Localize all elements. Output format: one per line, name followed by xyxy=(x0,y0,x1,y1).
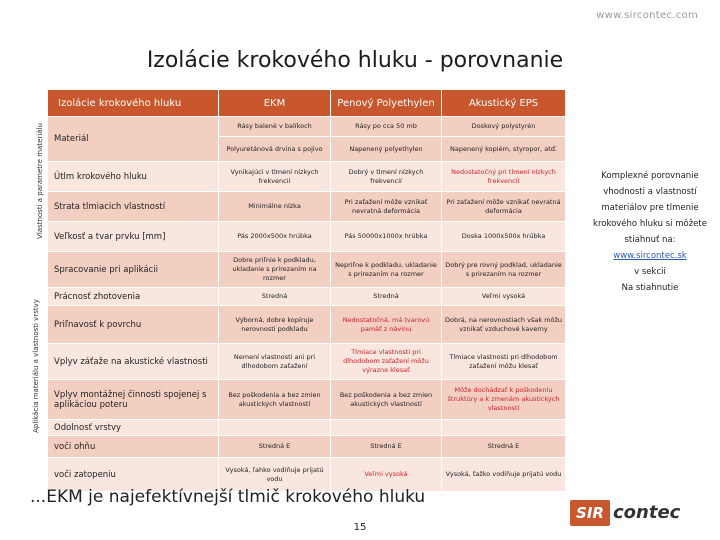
cell-ekm: Minimálne nízka xyxy=(219,192,331,222)
cell-polyethylen: Dobrý v tlmení nízkych frekvencií xyxy=(331,162,442,192)
table-row xyxy=(48,344,566,380)
cell-eps xyxy=(442,420,566,436)
page-number: 15 xyxy=(353,522,367,533)
side-label-application: Aplikácia materiálu a vlastnosti vrstvy xyxy=(32,299,40,433)
logo-sir-mark: SIR xyxy=(570,500,610,526)
comparison-table xyxy=(47,89,566,492)
column-header-eps: Akustický EPS xyxy=(442,90,566,117)
cell-ekm: Pás 2000x500x hrúbka xyxy=(219,222,331,252)
column-header-property: Izolácie krokového hluku xyxy=(48,90,219,117)
cell-ekm xyxy=(219,420,331,436)
cell-eps: Dobrá, na nerovnostiach však môžu vznikať vzduchové kaverny xyxy=(442,306,566,344)
website-url: www.sircontec.com xyxy=(596,10,698,21)
side-note xyxy=(590,168,710,296)
row-label: Vplyv záťaže na akustické vlastnosti xyxy=(48,344,219,380)
table-header-row xyxy=(48,90,566,117)
cell-polyethylen: Veľmi vysoká xyxy=(331,458,442,492)
cell-ekm: Polyuretánová drvina s pojivo xyxy=(219,137,331,162)
cell-polyethylen: Napenený polyethylen xyxy=(331,137,442,162)
cell-polyethylen: Nedostatočná, má tvarovú pamäť z návinu xyxy=(331,306,442,344)
row-label: Strata tlmiacich vlastností xyxy=(48,192,219,222)
cell-ekm: Stredná xyxy=(219,288,331,306)
cell-eps: Veľmi vysoká xyxy=(442,288,566,306)
row-label: Útlm krokového hluku xyxy=(48,162,219,192)
row-label: Spracovanie pri aplikácii xyxy=(48,252,219,288)
cell-polyethylen: Stredná E xyxy=(331,436,442,458)
logo-contec-text: contec xyxy=(613,502,681,523)
cell-eps: Nedostatočný pri tlmení nízkych frekvencií xyxy=(442,162,566,192)
cell-ekm: Dobre priľnie k podkladu, ukladanie s prirezaním na rozmer xyxy=(219,252,331,288)
side-note-section: v sekcii xyxy=(634,267,666,277)
cell-ekm: Vysoká, ľahko vodíňuje prijatú vodu xyxy=(219,458,331,492)
table-row xyxy=(48,162,566,192)
sircontec-logo xyxy=(570,500,688,526)
table-row xyxy=(48,252,566,288)
cell-polyethylen: Pás 50000x1000x hrúbka xyxy=(331,222,442,252)
cell-polyethylen: Stredná xyxy=(331,288,442,306)
slide-title: Izolácie krokového hluku - porovnanie xyxy=(146,48,564,73)
cell-ekm: Nemení vlastnosti ani pri dlhodobom zaťažení xyxy=(219,344,331,380)
row-label: Priľnavosť k povrchu xyxy=(48,306,219,344)
cell-eps: Doska 1000x500x hrúbka xyxy=(442,222,566,252)
table-row xyxy=(48,117,566,137)
footer-statement: ...EKM je najefektívnejší tlmič krokového hluku xyxy=(30,487,426,507)
cell-eps: Vysoká, ťažko vodíňuje prijatú vodu xyxy=(442,458,566,492)
cell-eps: Tlmiace vlastnosti pri dlhodobom zaťažení môžu klesať xyxy=(442,344,566,380)
cell-eps: Pri zaťažení môže vznikať nevratná deformácia xyxy=(442,192,566,222)
column-header-polyethylen: Penový Polyethylen xyxy=(331,90,442,117)
cell-ekm: Vynikajúci v tlmení nízkych frekvencií xyxy=(219,162,331,192)
cell-eps: Dobrý pre rovný podklad, ukladanie s prirezaním na rozmer xyxy=(442,252,566,288)
row-label: Prácnosť zhotovenia xyxy=(48,288,219,306)
side-note-downloads: Na stiahnutie xyxy=(621,283,679,293)
table-row xyxy=(48,436,566,458)
row-label: Vplyv montážnej činnosti spojenej s aplikáciou poteru xyxy=(48,380,219,420)
website-link[interactable]: www.sircontec.sk xyxy=(613,251,687,261)
side-label-properties: Vlastnosti a parametre materiálu xyxy=(36,123,44,239)
row-label: Odolnosť vrstvy xyxy=(48,420,219,436)
row-label: voči ohňu xyxy=(48,436,219,458)
row-label: voči zatopeniu xyxy=(48,458,219,492)
cell-polyethylen: Nepriľne k podkladu, ukladanie s prirezaním na rozmer xyxy=(331,252,442,288)
table-row xyxy=(48,306,566,344)
cell-polyethylen: Rásy po cca 50 mb xyxy=(331,117,442,137)
table-row xyxy=(48,380,566,420)
cell-polyethylen: Tlmiace vlastnosti pri dlhodobom zaťažení môžu výrazne klesať xyxy=(331,344,442,380)
cell-eps: Napenený kopiém, styropor, atď. xyxy=(442,137,566,162)
cell-eps: Stredná E xyxy=(442,436,566,458)
cell-ekm: Bez poškodenia a bez zmien akustických vlastností xyxy=(219,380,331,420)
cell-ekm: Výborná, dobre kopíruje nerovnosti podkladu xyxy=(219,306,331,344)
table-row xyxy=(48,288,566,306)
cell-polyethylen xyxy=(331,420,442,436)
row-label: Veľkosť a tvar prvku [mm] xyxy=(48,222,219,252)
side-note-text: Komplexné porovnanie vhodnosti a vlastností materiálov pre tlmenie krokového hluku si môžete stiahnuť na: xyxy=(593,171,707,245)
table-row xyxy=(48,420,566,436)
table-row xyxy=(48,222,566,252)
cell-polyethylen: Bez poškodenia a bez zmien akustických vlastností xyxy=(331,380,442,420)
table-row xyxy=(48,192,566,222)
column-header-ekm: EKM xyxy=(219,90,331,117)
cell-ekm: Stredná E xyxy=(219,436,331,458)
row-label: Materiál xyxy=(48,117,219,162)
cell-eps: Doskový polystyrén xyxy=(442,117,566,137)
cell-eps: Môže dochádzať k poškodeniu štruktúry a k zmenám akustických vlastností xyxy=(442,380,566,420)
cell-polyethylen: Pri zaťažení môže vznikať nevratná deformácia xyxy=(331,192,442,222)
cell-ekm: Rásy balené v balíkoch xyxy=(219,117,331,137)
